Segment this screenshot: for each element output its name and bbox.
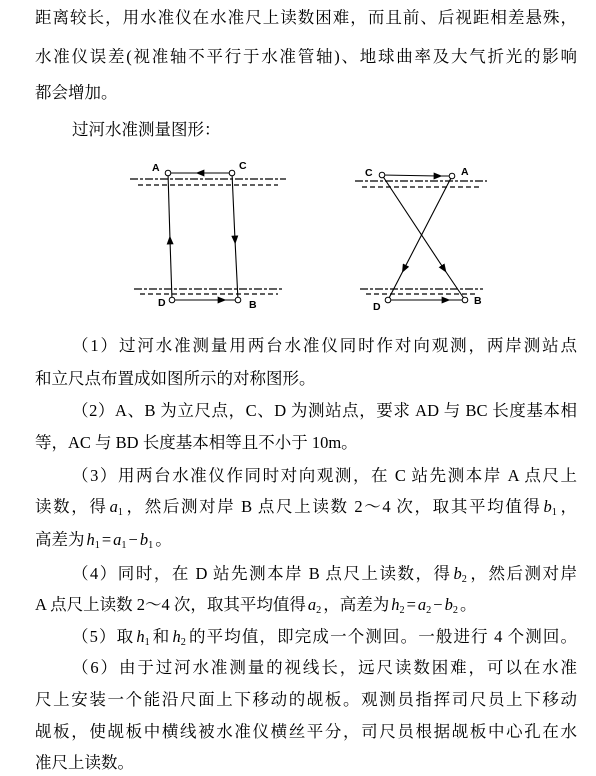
step-text: （5）取 [72,627,135,646]
math-symbol: a [113,530,122,549]
math-subscript: 2 [452,605,458,617]
label-bottom-left: D [373,301,381,313]
formula-h1 [86,530,154,552]
step-1-line-1: （1）过河水准测量用两台水准仪同时作对向观测，两岸测站点 [72,336,577,355]
math-operator: − [433,595,443,614]
step-3-line-1: （3）用两台水准仪作同时对向观测，在 C 站先测本岸 A 点尺上 [72,466,577,485]
math-symbol: b [444,595,453,614]
sight-line-c-to-a [382,175,452,176]
variable-b2 [453,564,467,586]
step-6-line-4: 准尺上读数。 [35,753,134,772]
math-operator: − [128,530,138,549]
math-operator: = [406,595,416,614]
label-bottom-right: B [249,299,257,311]
step-1-line-2: 和立尺点布置成如图所示的对称图形。 [35,369,316,388]
point-a [449,173,455,179]
point-d [385,297,391,303]
math-symbol: h [391,595,400,614]
math-subscript: 2 [399,605,405,617]
step-text: 读数，得 [35,497,108,516]
math-subscript: 2 [426,605,432,617]
step-3-line-3 [35,528,577,552]
math-symbol: a [109,497,118,516]
step-text: ，高差为 [323,595,390,614]
math-symbol: h [86,530,95,549]
math-symbol: b [139,530,149,549]
math-symbol: b [543,497,552,516]
variable-h2 [172,627,186,649]
figure-right [355,166,487,313]
step-4-line-2 [35,593,577,617]
step-text: ，然后测对岸 B 点尺上读数 2～4 次，取其平均值得 [124,497,542,516]
math-symbol: a [417,595,427,614]
math-symbol: b [453,564,462,583]
figure-left [130,160,286,311]
formula-h2 [391,595,458,617]
point-b [235,297,241,303]
step-text: 。 [459,595,477,614]
figure-heading: 过河水准测量图形： [72,120,221,139]
step-6-line-3: 觇板，使觇板中横线被水准仪横丝平分，司尺员根据觇板中心孔在水 [35,722,577,741]
math-symbol: h [172,627,181,646]
step-text: 。 [155,530,172,549]
math-symbol: a [307,595,317,614]
step-2-line-2: 等，AC 与 BD 长度基本相等且不小于 10m。 [35,433,358,452]
step-6-line-2: 尺上安装一个能沿尺面上下移动的觇板。观测员指挥司尺员上下移动 [35,690,577,709]
sight-line-d-to-a [168,173,172,300]
sight-line-c-to-b [232,173,238,300]
intro-line-1: 距离较长，用水准仪在水准尺上读数困难，而且前、后视距相差悬殊， [35,8,577,27]
label-bottom-left: D [158,297,166,309]
step-text: A 点尺上读数 2～4 次，取其平均值得 [35,595,306,614]
step-3-line-2 [35,495,577,519]
step-text: 的平均值，即完成一个测回。一般进行 4 个测回。 [187,627,577,646]
river-crossing-figures [0,150,596,320]
math-subscript: 1 [551,507,557,519]
math-subscript: 1 [117,507,123,519]
intro-line-3: 都会增加。 [35,83,118,102]
step-text: ， [558,497,577,516]
step-text: 高差为 [35,530,85,549]
variable-a2 [307,595,322,617]
step-text: ，然后测对岸 [468,564,577,583]
point-a [165,170,171,176]
label-top-left: A [152,162,160,174]
math-subscript: 2 [461,574,467,586]
point-c [229,170,235,176]
variable-b1 [543,497,557,519]
step-2-line-1: （2）A、B 为立尺点，C、D 为测站点，要求 AD 与 BC 长度基本相 [72,401,577,420]
point-b [462,297,468,303]
math-subscript: 1 [148,540,154,552]
math-symbol: h [136,627,145,646]
variable-a1 [109,497,123,519]
label-bottom-right: B [474,295,482,307]
step-6-line-1: （6）由于过河水准测量的视线长，远尺读数困难，可以在水准 [72,658,577,677]
math-subscript: 2 [180,637,186,649]
math-operator: = [101,530,112,549]
sight-line-a-to-d [388,176,452,300]
step-text: （4）同时，在 D 站先测本岸 B 点尺上读数，得 [72,564,452,583]
step-text: 和 [151,627,171,646]
sight-line-c-to-b [382,175,465,300]
step-4-line-1 [72,562,577,586]
variable-h1 [136,627,150,649]
math-subscript: 1 [144,637,150,649]
math-subscript: 2 [316,605,322,617]
point-c [379,172,385,178]
label-top-left: C [365,167,373,179]
point-d [169,297,175,303]
math-subscript: 1 [94,540,100,552]
intro-line-2: 水准仪误差(视准轴不平行于水准管轴)、地球曲率及大气折光的影响 [35,47,577,66]
math-subscript: 1 [121,540,127,552]
label-top-right: A [461,166,469,178]
step-5-line-1 [72,625,577,649]
label-top-right: C [239,160,247,172]
